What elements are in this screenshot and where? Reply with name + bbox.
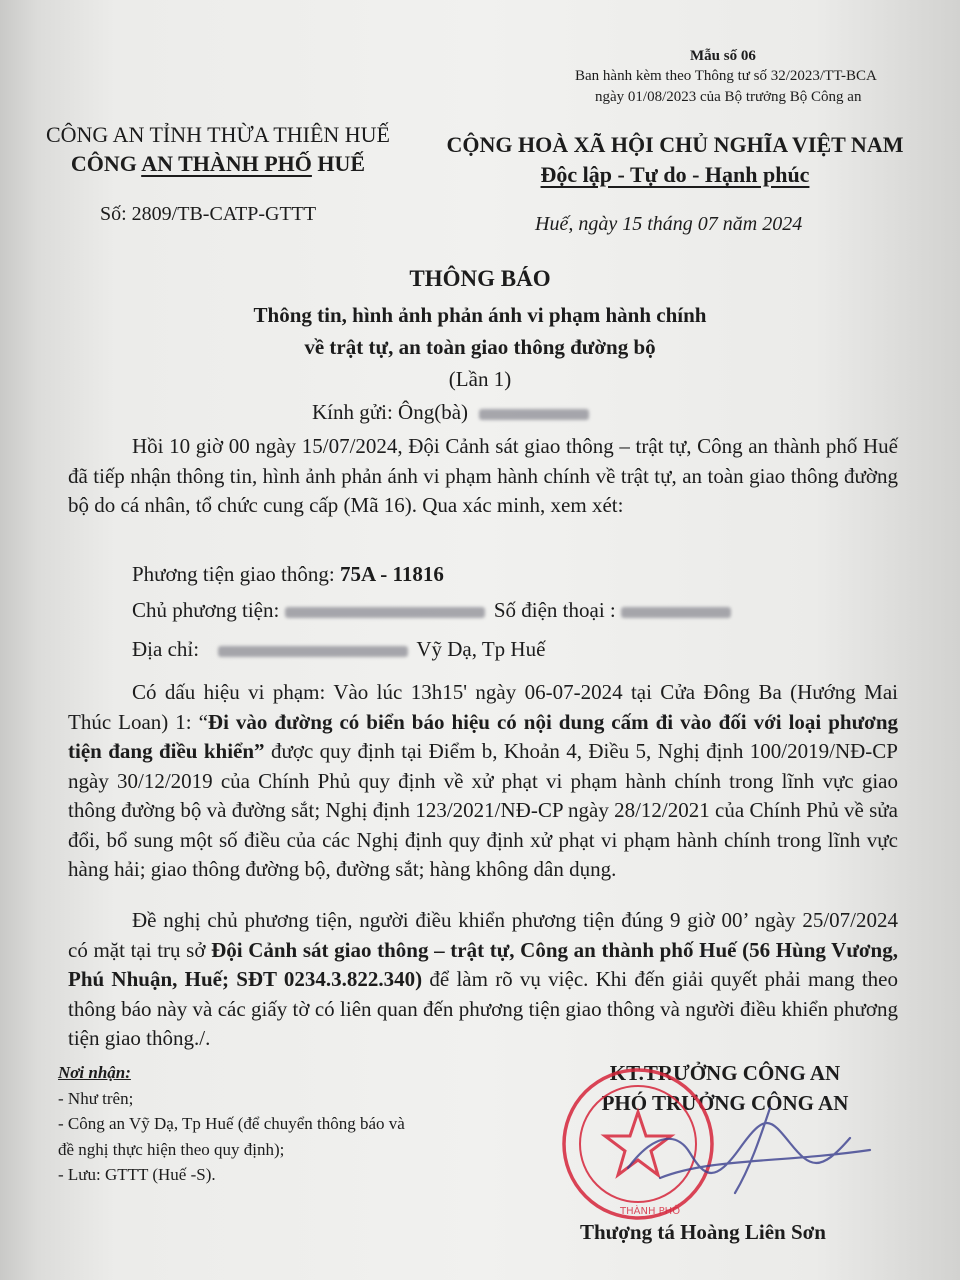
redacted-phone	[621, 607, 731, 618]
recipients-block	[58, 1060, 405, 1188]
signature-title-2: PHÓ TRƯỞNG CÔNG AN	[601, 1091, 849, 1115]
recipient-item: - Công an Vỹ Dạ, Tp Huế (để chuyển thông báo và	[58, 1114, 405, 1133]
signer-name: Thượng tá Hoàng Liên Sơn	[580, 1220, 826, 1244]
notice-subtitle-1: Thông tin, hình ảnh phản ánh vi phạm hành chính	[253, 303, 707, 327]
paragraph-intro: Hồi 10 giờ 00 ngày 15/07/2024, Đội Cảnh sát giao thông – trật tự, Công an thành phố Huế đã tiếp nhận thông tin, hình ảnh phản ánh vi phạm hành chính về trật tự, an toàn giao thông đường bộ do cá nhân, tổ chức cung cấp (Mã 16). Qua xác minh, xem xét:	[68, 434, 898, 517]
handwritten-signature-icon	[620, 1098, 880, 1208]
nation-name: CỘNG HOÀ XÃ HỘI CHỦ NGHĨA VIỆT NAM	[446, 132, 904, 157]
signature-title-1: KT.TRƯỞNG CÔNG AN	[609, 1061, 841, 1085]
recipient-item: - Lưu: GTTT (Huế -S).	[58, 1165, 216, 1184]
notice-iteration: (Lần 1)	[448, 367, 512, 391]
greeting: Kính gửi: Ông(bà)	[312, 400, 589, 425]
agency-parent: CÔNG AN TỈNH THỪA THIÊN HUẾ	[45, 122, 390, 147]
recipient-item: đề nghị thực hiện theo quy định);	[58, 1139, 285, 1159]
paragraph-violation: Có dấu hiệu vi phạm: Vào lúc 13h15' ngày 06-07-2024 tại Cửa Đông Ba (Hướng Mai Thúc Loan) 1: “Đi vào đường có biển báo hiệu có nội dung cấm đi vào đối với loại phương tiện đang điều khiển” được quy định tại Điểm b, Khoản 4, Điều 5, Nghị định 100/2019/NĐ-CP ngày 30/12/2019 của Chính Phủ quy định về xử phạt vi phạm hành chính trong lĩnh vực giao thông đường bộ và đường sắt; Nghị định 123/2021/NĐ-CP ngày 28/12/2021 của Chính Phủ về sửa đổi, bổ sung một số điều của các Nghị định quy định xử phạt vi phạm hành chính trong lĩnh vực hàng hải; giao thông đường bộ, đường sắt; hàng không dân dụng.	[68, 680, 898, 881]
agency-name: CÔNG AN THÀNH PHỐ HUẾ	[70, 151, 366, 176]
nation-motto: Độc lập - Tự do - Hạnh phúc	[540, 162, 810, 187]
agency-header	[38, 120, 398, 178]
document-date: Huế, ngày 15 tháng 07 năm 2024	[535, 213, 803, 235]
notice-subtitle-2: về trật tự, an toàn giao thông đường bộ	[304, 335, 656, 359]
vehicle-field: Phương tiện giao thông: 75A - 11816	[132, 562, 444, 586]
form-number: Mẫu số 06	[690, 48, 756, 64]
national-header	[440, 130, 910, 190]
notice-title: THÔNG BÁO	[409, 266, 551, 291]
recipient-item: - Như trên;	[58, 1088, 134, 1108]
address-field: Địa chỉ: Vỹ Dạ, Tp Huế	[132, 637, 546, 661]
recipients-heading: Nơi nhận:	[58, 1063, 131, 1082]
form-issued-note	[575, 66, 877, 108]
redacted-address	[218, 646, 408, 657]
redacted-owner	[285, 607, 485, 618]
owner-field: Chủ phương tiện: Số điện thoại :	[132, 598, 731, 623]
form-issued-line2: ngày 01/08/2023 của Bộ trưởng Bộ Công an	[595, 89, 862, 105]
document-number: Số: 2809/TB-CATP-GTTT	[100, 203, 317, 225]
vehicle-plate: 75A - 11816	[339, 562, 444, 586]
redacted-name	[479, 409, 589, 420]
svg-text:THÀNH PHỐ: THÀNH PHỐ	[620, 1206, 681, 1217]
paragraph-request: Đề nghị chủ phương tiện, người điều khiển phương tiện đúng 9 giờ 00’ ngày 25/07/2024 có mặt tại trụ sở Đội Cảnh sát giao thông – trật tự, Công an thành phố Huế (56 Hùng Vương, Phú Nhuận, Huế; SĐT 0234.3.822.340) để làm rõ vụ việc. Khi đến giải quyết phải mang theo thông báo này và các giấy tờ có liên quan đến phương tiện giao thông và người điều khiển phương tiện giao thông./.	[68, 908, 899, 1050]
form-issued-line1: Ban hành kèm theo Thông tư số 32/2023/TT-BCA	[575, 68, 877, 84]
